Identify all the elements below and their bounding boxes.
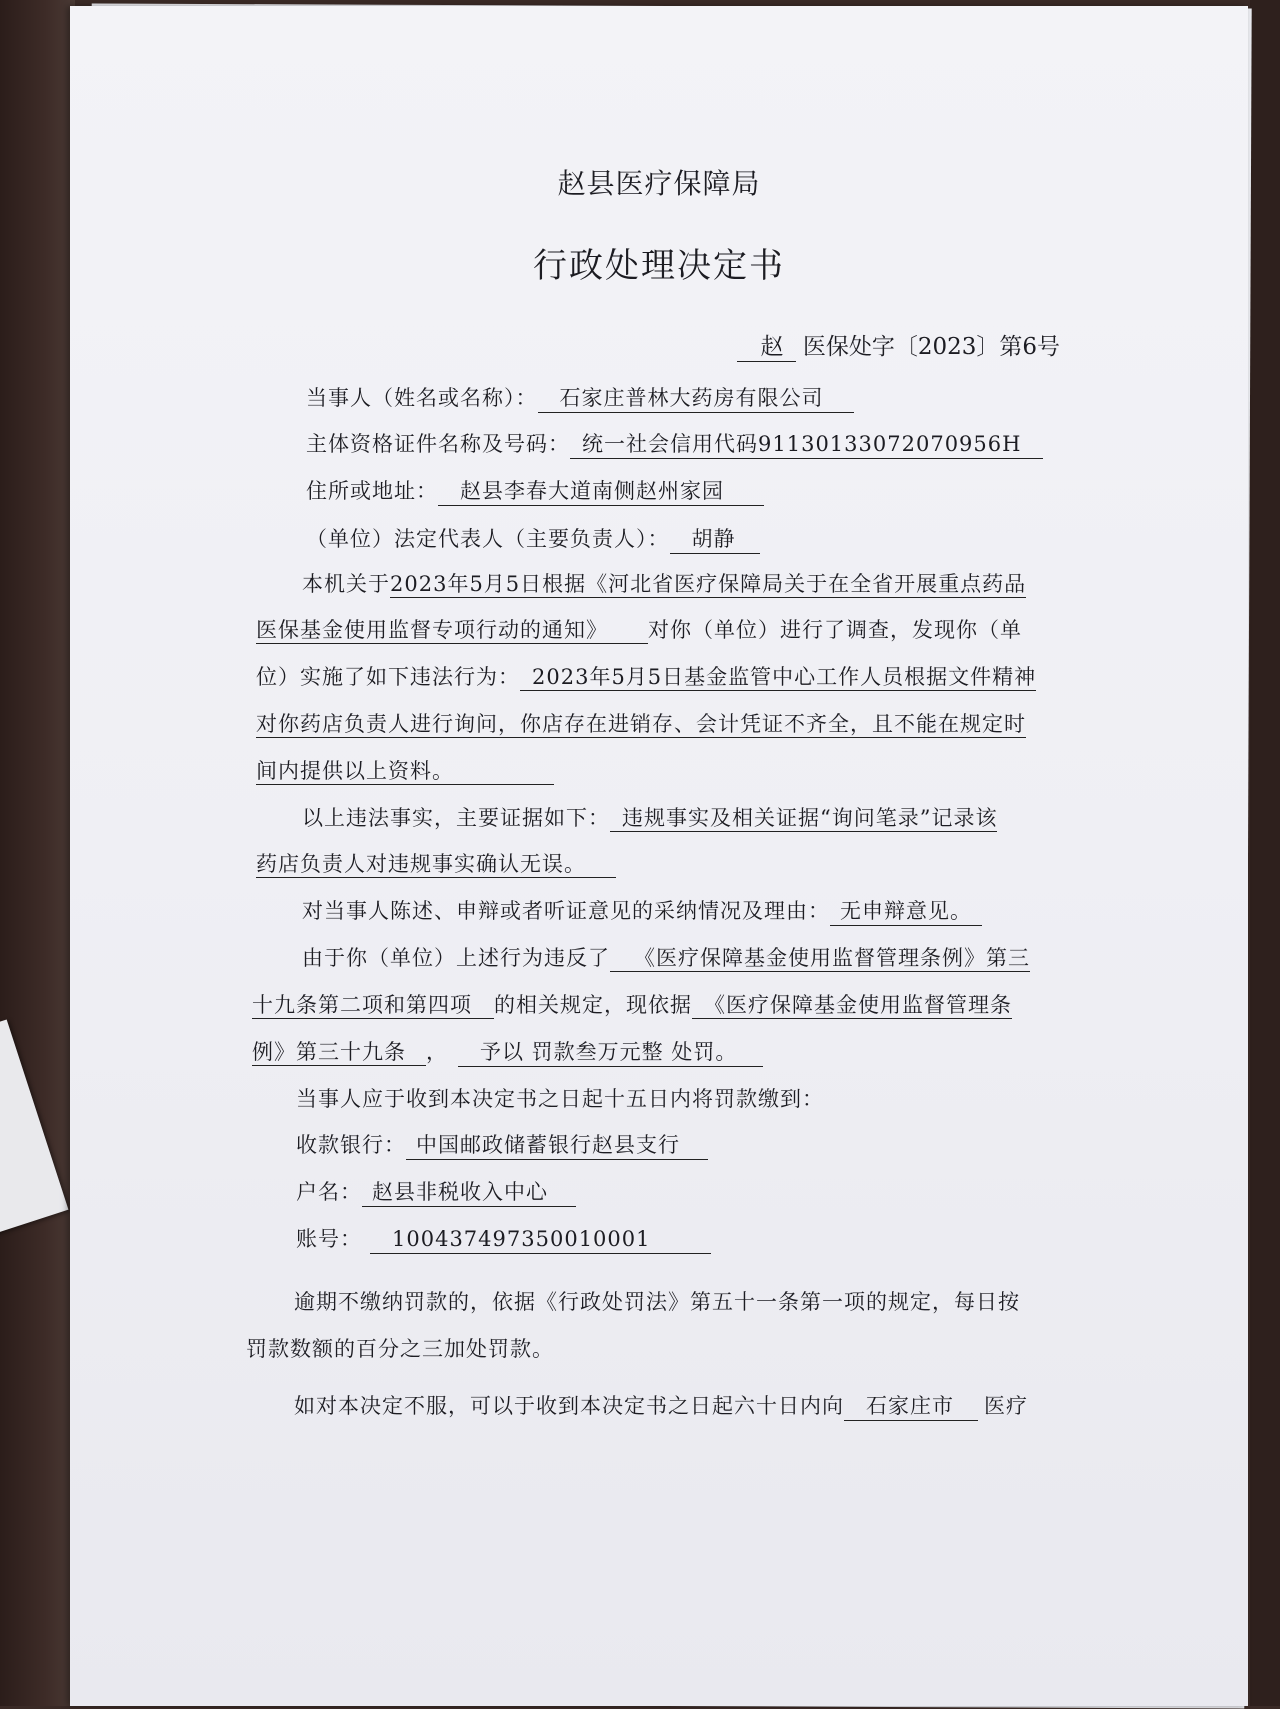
p6-line1 [294, 1287, 1020, 1317]
bank-value: 中国邮政储蓄银行赵县支行 [406, 1132, 708, 1160]
party-name-label: 当事人（姓名或名称）： [306, 386, 538, 410]
p1-underlined-c: 医保基金使用监督专项行动的通知》 [256, 617, 648, 644]
party-representative-label: （单位）法定代表人（主要负责人）： [306, 527, 670, 551]
p4-text-d: 的相关规定，现依据 [494, 993, 692, 1017]
p6-text-a: 逾期不缴纳罚款的，依据《行政处罚法》第五十一条第一项的规定，每日按 [294, 1290, 1020, 1314]
p4-underlined-h: 予以 罚款叁万元整 处罚。 [458, 1039, 763, 1067]
p7-underlined-b: 石家庄市 [844, 1393, 978, 1421]
docno-prefix: 赵 [737, 334, 796, 362]
p1-line3 [256, 662, 1036, 692]
p1-text-d: 对你（单位）进行了调查，发现你（单 [648, 618, 1022, 642]
p4-text-g: ， [426, 1040, 448, 1064]
docno-rest: 医保处字〔2023〕第6号 [802, 334, 1060, 360]
party-representative-value: 胡静 [670, 526, 760, 554]
p4-underlined-e: 《医疗保障基金使用监督管理条 [692, 992, 1012, 1019]
p1-underlined-g: 对你药店负责人进行询问，你店存在进销存、会计凭证不齐全，且不能在规定时 [256, 712, 1026, 736]
account-number-value: 100437497350010001 [370, 1226, 711, 1254]
p2-line1 [302, 803, 997, 833]
p1-text-e: 位）实施了如下违法行为： [256, 665, 520, 689]
p1-line2 [256, 615, 1022, 645]
p1-line5 [256, 756, 554, 786]
p1-underlined-h: 间内提供以上资料。 [256, 758, 554, 785]
p7-text-c: 医疗 [984, 1394, 1028, 1418]
desk-background [0, 0, 75, 1706]
desk-background-right [1250, 0, 1280, 1706]
party-representative-row [306, 524, 760, 554]
p4-underlined-b: 《医疗保障基金使用监督管理条例》第三 [610, 945, 1030, 972]
party-id-label: 主体资格证件名称及号码： [306, 432, 570, 456]
p2-text-a: 以上违法事实，主要证据如下： [302, 806, 610, 830]
party-address-row [306, 476, 764, 506]
p2-underlined-c: 药店负责人对违规事实确认无误。 [256, 851, 616, 878]
p3-line1 [302, 896, 982, 926]
agency-name: 赵县医疗保障局 [557, 167, 761, 200]
party-address-value: 赵县李春大道南侧赵州家园 [438, 478, 764, 506]
party-name-value: 石家庄普林大药房有限公司 [538, 385, 854, 413]
p1-text-a: 本机关于 [302, 572, 390, 596]
document-page [70, 6, 1248, 1706]
p7-line1 [294, 1391, 1028, 1421]
account-name-value: 赵县非税收入中心 [362, 1179, 576, 1207]
party-name-row [306, 383, 854, 413]
p5-line [296, 1084, 824, 1114]
account-number-label: 账号： [296, 1227, 362, 1251]
p2-underlined-b: 违规事实及相关证据“询问笔录”记录该 [610, 805, 997, 832]
p6-line2 [246, 1334, 554, 1364]
bank-label: 收款银行： [296, 1133, 406, 1157]
p1-underlined-f: 2023年5月5日基金监管中心工作人员根据文件精神 [520, 664, 1036, 691]
party-address-label: 住所或地址： [306, 479, 438, 503]
p4-text-a: 由于你（单位）上述行为违反了 [302, 946, 610, 970]
party-id-value: 统一社会信用代码91130133072070956H [570, 431, 1043, 459]
p4-line3 [252, 1037, 763, 1067]
account-name-label: 户名： [296, 1180, 362, 1204]
p6-text-b: 罚款数额的百分之三加处罚款。 [246, 1337, 554, 1361]
bank-row [296, 1130, 708, 1160]
account-name-row [296, 1177, 576, 1207]
account-number-row [296, 1224, 711, 1254]
p1-line4 [256, 709, 1026, 739]
p3-underlined-b: 无申辩意见。 [830, 898, 982, 926]
party-id-row [306, 429, 1043, 459]
p5-text: 当事人应于收到本决定书之日起十五日内将罚款缴到： [296, 1087, 824, 1111]
p4-line1 [302, 943, 1030, 973]
p3-text-a: 对当事人陈述、申辩或者听证意见的采纳情况及理由： [302, 899, 830, 923]
p1-line1 [302, 569, 1026, 599]
p7-text-a: 如对本决定不服，可以于收到本决定书之日起六十日内向 [294, 1394, 844, 1418]
p2-line2 [256, 849, 616, 879]
p4-underlined-c: 十九条第二项和第四项 [252, 992, 494, 1019]
p4-underlined-f: 例》第三十九条 [252, 1039, 426, 1066]
p1-underlined-b: 2023年5月5日根据《河北省医疗保障局关于在全省开展重点药品 [390, 572, 1027, 596]
p4-line2 [252, 990, 1012, 1020]
document-number [737, 328, 1060, 362]
document-title: 行政处理决定书 [533, 246, 785, 286]
